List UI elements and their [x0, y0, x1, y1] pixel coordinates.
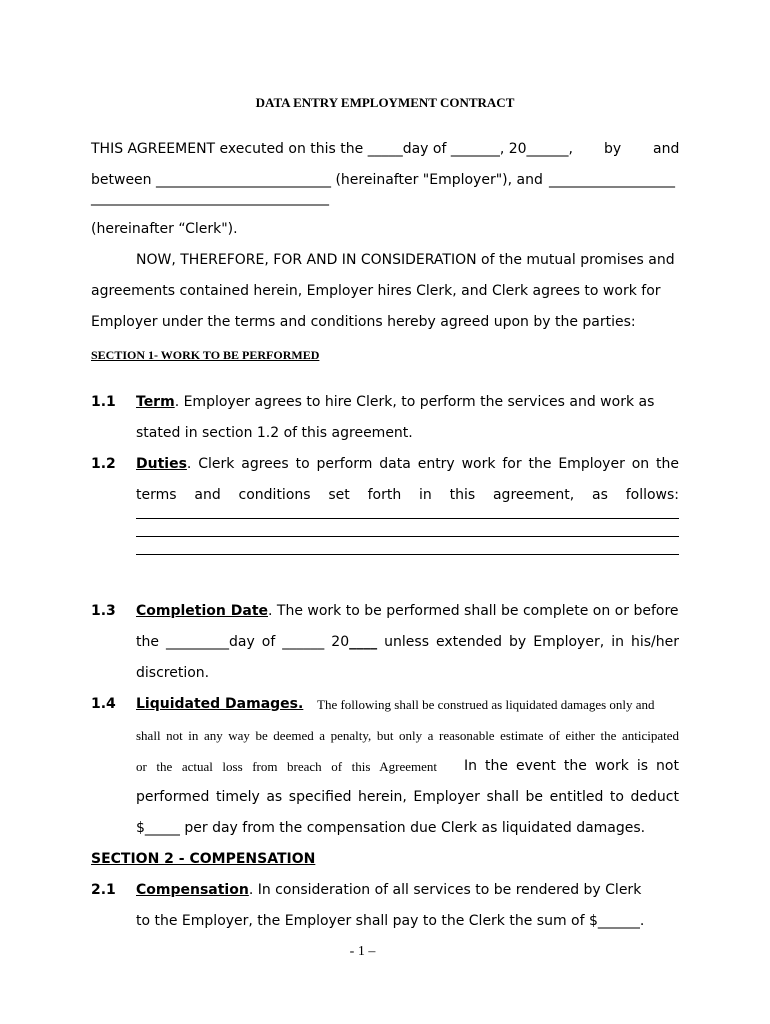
- clerk-name-blank: __________________: [549, 172, 675, 188]
- clause-1-1-line-1: [136, 394, 654, 410]
- clause-1-4-line-5: $_____ per day from the compensation due Clerk as liquidated damages.: [136, 820, 646, 836]
- clause-1-1-line-2: stated in section 1.2 of this agreement.: [136, 425, 413, 441]
- clause-number: 1.3: [91, 603, 116, 619]
- clause-2-1-line-2: to the Employer, the Employer shall pay to the Clerk the sum of $______.: [136, 913, 645, 929]
- clause-1-4-line-1: The following shall be construed as liquidated damages only and: [317, 697, 655, 712]
- clause-1-3-line-3: discretion.: [136, 665, 210, 681]
- consideration-line-3: Employer under the terms and conditions hereby agreed upon by the parties:: [91, 314, 636, 330]
- clause-1-3-line-2: [136, 634, 679, 650]
- page-number: - 1 –: [349, 944, 376, 959]
- clause-1-4-line-3a: or the actual loss from breach of this Agreement: [136, 759, 437, 774]
- completion-year-blank: ____: [349, 634, 378, 650]
- clause-number: 1.2: [91, 456, 116, 472]
- clause-1-3-line-1: [136, 603, 679, 619]
- intro-and: and: [653, 141, 680, 157]
- section-1-heading: SECTION 1- WORK TO BE PERFORMED: [91, 348, 320, 362]
- completion-extension-text: unless extended by Employer, in his/her: [377, 634, 679, 650]
- clause-number: 2.1: [91, 882, 116, 898]
- clause-2-1-line-1: [136, 882, 641, 898]
- duties-blank-line: [136, 554, 679, 555]
- clause-1-2-line-1: [136, 456, 679, 472]
- clause-term: Duties: [136, 456, 187, 472]
- clause-text: . The work to be performed shall be complete on or before: [268, 603, 679, 619]
- intro-line-1: THIS AGREEMENT executed on this the _____day of _______, 20______,: [91, 141, 574, 157]
- section-2-heading: SECTION 2 - COMPENSATION: [91, 851, 316, 867]
- intro-line-2: between _________________________ (hereinafter "Employer"), and: [91, 172, 543, 188]
- completion-date-blanks: the _________day of ______ 20: [136, 634, 350, 650]
- clause-1-2-line-2: terms and conditions set forth in this agreement, as follows:: [136, 487, 679, 503]
- clause-text: . In consideration of all services to be rendered by Clerk: [248, 882, 642, 898]
- clause-term: Compensation: [136, 882, 249, 898]
- clause-term: Completion Date: [136, 603, 269, 619]
- consideration-line-1: NOW, THEREFORE, FOR AND IN CONSIDERATION of the mutual promises and: [136, 252, 675, 268]
- clause-1-4-line-3b: In the event the work is not: [464, 758, 679, 774]
- duties-blank-line: [136, 536, 679, 537]
- clause-1-4-line-2: shall not in any way be deemed a penalty, but only a reasonable estimate of either the anticipated: [136, 728, 679, 743]
- document-title: DATA ENTRY EMPLOYMENT CONTRACT: [255, 95, 515, 110]
- clerk-name-blank-continued: __________________________________: [91, 190, 329, 206]
- intro-by: by: [604, 141, 622, 157]
- clause-1-4-line-4: performed timely as specified herein, Employer shall be entitled to deduct: [136, 789, 679, 805]
- clause-term: Term: [136, 394, 175, 410]
- intro-clerk-definition: (hereinafter “Clerk").: [91, 221, 238, 237]
- consideration-line-2: agreements contained herein, Employer hires Clerk, and Clerk agrees to work for: [91, 283, 661, 299]
- clause-term: Liquidated Damages.: [136, 696, 304, 712]
- duties-blank-line: [136, 518, 679, 519]
- clause-text: . Employer agrees to hire Clerk, to perform the services and work as: [174, 394, 655, 410]
- clause-number: 1.4: [91, 696, 116, 712]
- clause-text: . Clerk agrees to perform data entry work for the Employer on the: [186, 456, 679, 472]
- clause-number: 1.1: [91, 394, 116, 410]
